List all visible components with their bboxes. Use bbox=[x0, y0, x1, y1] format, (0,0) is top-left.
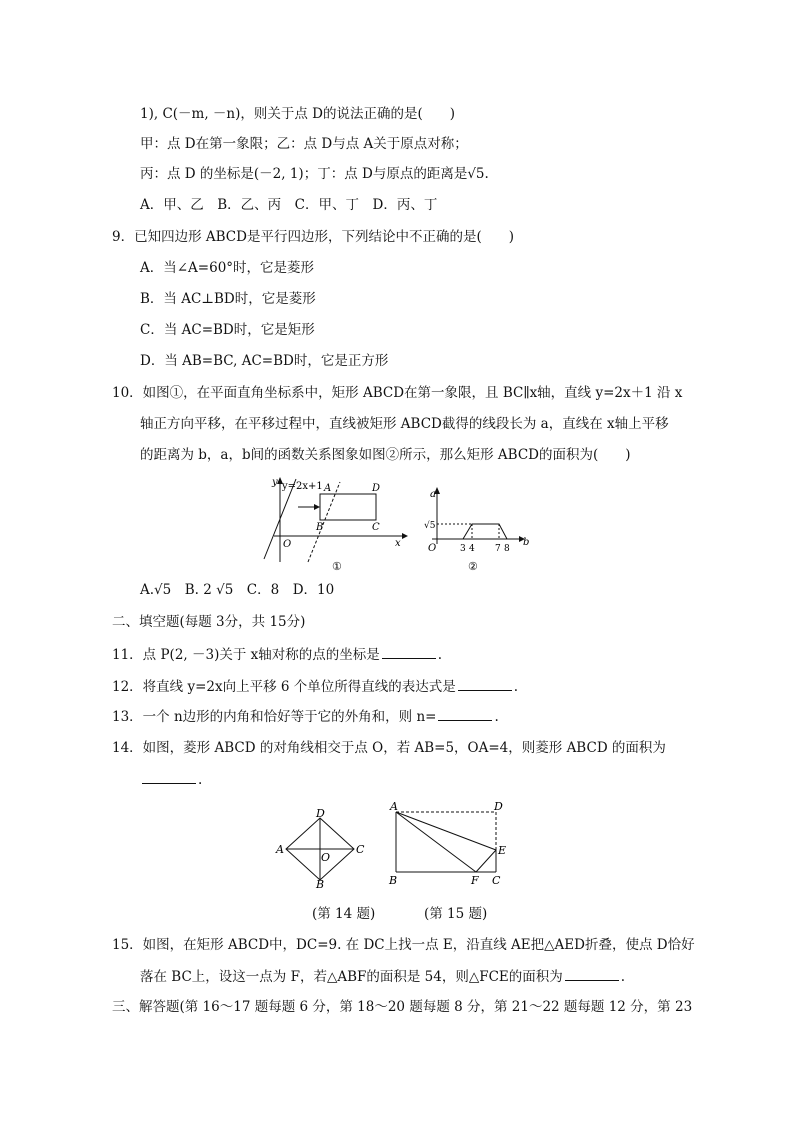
point-b: B bbox=[316, 878, 325, 888]
tick-8: 8 bbox=[504, 544, 510, 554]
q15-line2-text: 落在 BC上，设这一点为 F，若△ABF的面积是 54，则△FCE的面积为 bbox=[140, 969, 563, 985]
a-label: a bbox=[430, 489, 436, 500]
translate-arrow-head bbox=[314, 504, 320, 510]
q14-line1: 14．如图，菱形 ABCD 的对角线相交于点 O，若 AB=5，OA=4，则菱形 ABCD 的面积为 bbox=[112, 740, 666, 756]
fold-ae bbox=[396, 812, 496, 850]
point-f: F bbox=[471, 874, 479, 887]
q10-figure-1 bbox=[252, 474, 412, 574]
point-o: O bbox=[321, 851, 331, 864]
q10-line2: 轴正方向平移，在平移过程中，直线被矩形 ABCD截得的线段长为 a，直线在 x轴上平移 bbox=[140, 416, 669, 432]
q14-answer-blank[interactable] bbox=[142, 769, 196, 784]
x-axis-arrow bbox=[402, 533, 408, 539]
q9-option-c: C．当 AC=BD时，它是矩形 bbox=[140, 322, 315, 338]
point-e: E bbox=[498, 844, 507, 857]
q8-options: A．甲、乙 B．乙、丙 C．甲、丁 D．丙、丁 bbox=[140, 197, 438, 213]
q11-end: . bbox=[437, 647, 443, 663]
q10-line1: 10．如图①，在平面直角坐标系中，矩形 ABCD在第一象限，且 BC∥x轴，直线 y=2x＋1 沿 x bbox=[112, 385, 683, 401]
q9-option-d: D．当 AB=BC, AC=BD时，它是正方形 bbox=[140, 353, 389, 369]
section-2-heading: 二、填空题(每题 3分，共 15分) bbox=[112, 614, 306, 630]
rect-abcd bbox=[320, 494, 376, 520]
q8-line1: 1), C(－m, －n)，则关于点 D的说法正确的是( ) bbox=[140, 106, 456, 122]
q14-line2 bbox=[140, 769, 202, 790]
figure-14-caption: (第 14 题) bbox=[312, 906, 376, 922]
q13-answer-blank[interactable] bbox=[438, 706, 492, 721]
q11-answer-blank[interactable] bbox=[382, 644, 436, 659]
q10-figure-2 bbox=[420, 484, 532, 574]
q13-text: 13．一个 n边形的内角和恰好等于它的外角和，则 n= bbox=[112, 709, 437, 725]
caption-1: ① bbox=[332, 560, 342, 573]
q15-answer-blank[interactable] bbox=[565, 966, 619, 981]
tick-3: 3 bbox=[460, 544, 466, 554]
q9-option-b: B．当 AC⊥BD时，它是菱形 bbox=[140, 291, 316, 307]
figure-15-caption: (第 15 题) bbox=[424, 906, 488, 922]
q10-options: A.√5 B. 2 √5 C．8 D．10 bbox=[140, 582, 335, 598]
section-3-heading: 三、解答题(第 16～17 题每题 6 分，第 18～20 题每题 8 分，第 21～22 题每题 12 分，第 23 bbox=[112, 999, 693, 1015]
point-d: D bbox=[372, 483, 381, 494]
origin-2: O bbox=[428, 543, 437, 554]
point-a: A bbox=[276, 843, 284, 856]
q8-line3-end: . bbox=[484, 166, 489, 182]
q13 bbox=[112, 706, 499, 727]
q9-option-a: A．当∠A=60°时，它是菱形 bbox=[140, 260, 315, 276]
q10-line3: 的距离为 b，a，b间的函数关系图象如图②所示，那么矩形 ABCD的面积为( ) bbox=[140, 447, 631, 463]
line-label: y=2x+1 bbox=[282, 481, 323, 492]
q15-line2 bbox=[140, 966, 625, 987]
point-c: C bbox=[492, 874, 501, 887]
origin: O bbox=[283, 539, 292, 550]
q11 bbox=[112, 644, 442, 665]
point-b: B bbox=[389, 874, 398, 887]
q12-end: . bbox=[513, 679, 519, 695]
segment-af bbox=[396, 812, 476, 872]
q12 bbox=[112, 676, 518, 697]
y-label: y bbox=[272, 477, 278, 488]
q8-sqrt5: √5 bbox=[467, 166, 485, 182]
q14-end: . bbox=[198, 772, 203, 788]
tick-4: 4 bbox=[469, 544, 475, 554]
q15-end: . bbox=[620, 969, 626, 985]
q8-line3-text: 丙：点 D 的坐标是(－2, 1)；丁：点 D与原点的距离是 bbox=[140, 166, 468, 182]
sqrt5-tick: √5 bbox=[424, 521, 436, 531]
graph-a-b bbox=[463, 524, 507, 539]
figure-15 bbox=[384, 798, 514, 890]
tick-7: 7 bbox=[495, 544, 501, 554]
segment-fe bbox=[476, 850, 496, 872]
q9-stem: 9．已知四边形 ABCD是平行四边形，下列结论中不正确的是( ) bbox=[112, 229, 514, 245]
figure-14 bbox=[272, 808, 372, 888]
q8-line2: 甲：点 D在第一象限；乙：点 D与点 A关于原点对称； bbox=[140, 136, 468, 152]
point-c: C bbox=[372, 522, 380, 533]
point-d: D bbox=[494, 800, 503, 813]
b-label: b bbox=[523, 537, 530, 548]
q12-answer-blank[interactable] bbox=[458, 676, 512, 691]
q12-text: 12．将直线 y=2x向上平移 6 个单位所得直线的表达式是 bbox=[112, 679, 456, 695]
point-b: B bbox=[316, 522, 324, 533]
q15-line1: 15．如图，在矩形 ABCD中，DC=9. 在 DC上找一点 E，沿直线 AE把△AED折叠，使点 D恰好 bbox=[112, 937, 695, 953]
x-label: x bbox=[395, 538, 401, 549]
point-a: A bbox=[390, 800, 398, 813]
q11-text: 11．点 P(2, －3)关于 x轴对称的点的坐标是 bbox=[112, 647, 380, 663]
q8-line3 bbox=[140, 164, 489, 184]
point-d: D bbox=[316, 808, 325, 820]
q13-end: . bbox=[494, 709, 499, 725]
point-a: A bbox=[324, 483, 332, 494]
caption-2: ② bbox=[468, 560, 478, 573]
point-c: C bbox=[356, 843, 365, 856]
